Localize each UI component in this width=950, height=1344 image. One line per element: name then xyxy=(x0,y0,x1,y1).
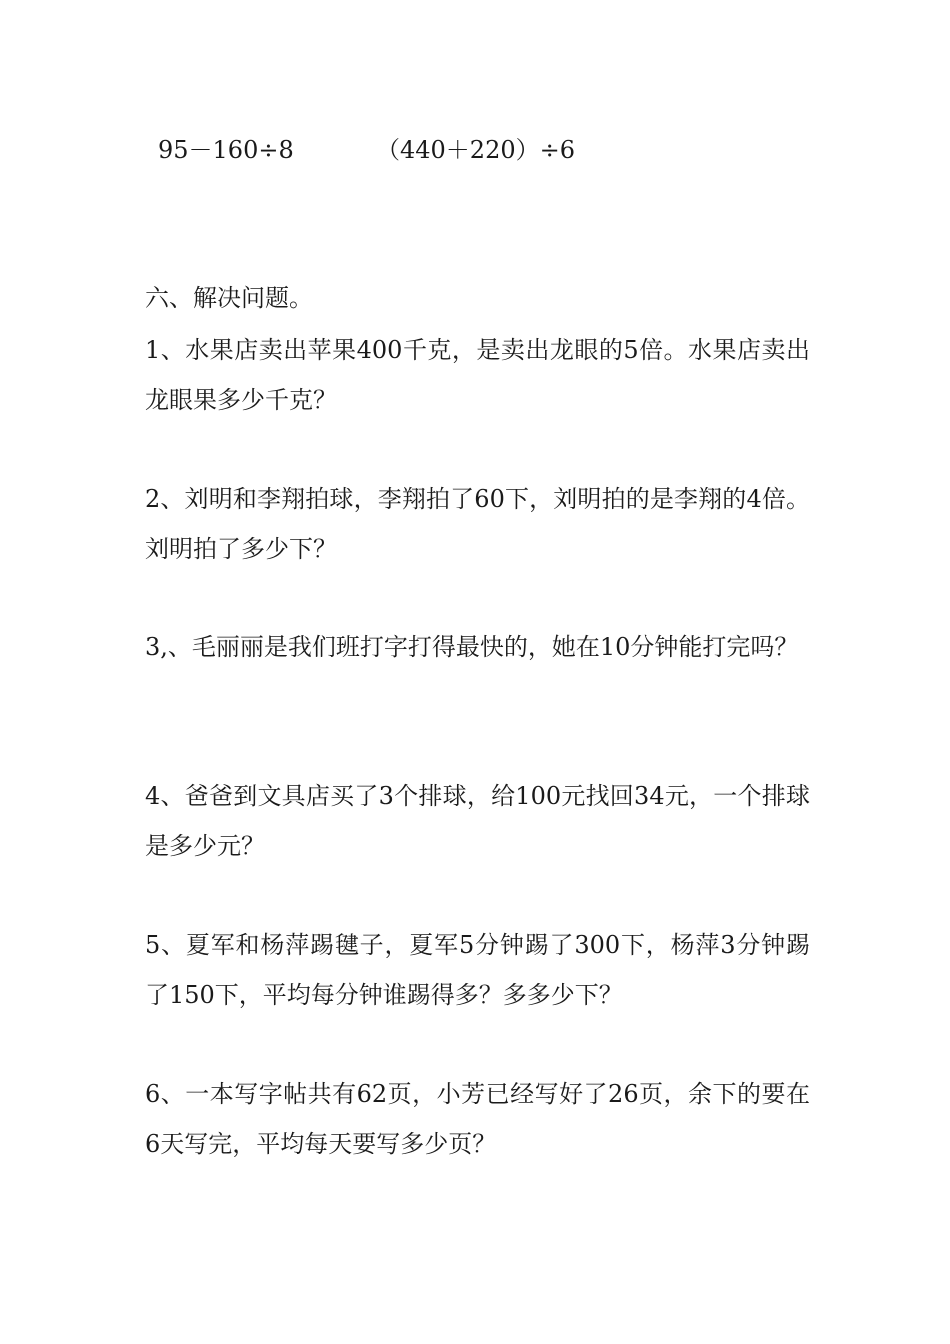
word-problem-1: 1、水果店卖出苹果400千克，是卖出龙眼的5倍。水果店卖出龙眼果多少千克？ xyxy=(145,336,810,414)
word-problem-6: 6、一本写字帖共有62页，小芳已经写好了26页，余下的要在6天写完，平均每天要写多少页？ xyxy=(145,1080,810,1158)
word-problem-2: 2、刘明和李翔拍球，李翔拍了60下，刘明拍的是李翔的4倍。刘明拍了多少下？ xyxy=(145,485,810,563)
word-problem-4: 4、爸爸到文具店买了3个排球，给100元找回34元，一个排球是多少元？ xyxy=(145,782,810,860)
calculation-expression-2: （440＋220）÷6 xyxy=(376,136,575,164)
section-title: 六、解决问题。 xyxy=(145,284,313,312)
word-problem-3: 3,、毛丽丽是我们班打字打得最快的，她在10分钟能打完吗？ xyxy=(145,633,799,661)
calculation-row xyxy=(158,132,575,168)
calculation-expression-1: 95－160÷8 xyxy=(158,136,294,164)
word-problem-5: 5、夏军和杨萍踢毽子，夏军5分钟踢了300下，杨萍3分钟踢了150下，平均每分钟谁踢得多？多多少下？ xyxy=(145,931,810,1009)
